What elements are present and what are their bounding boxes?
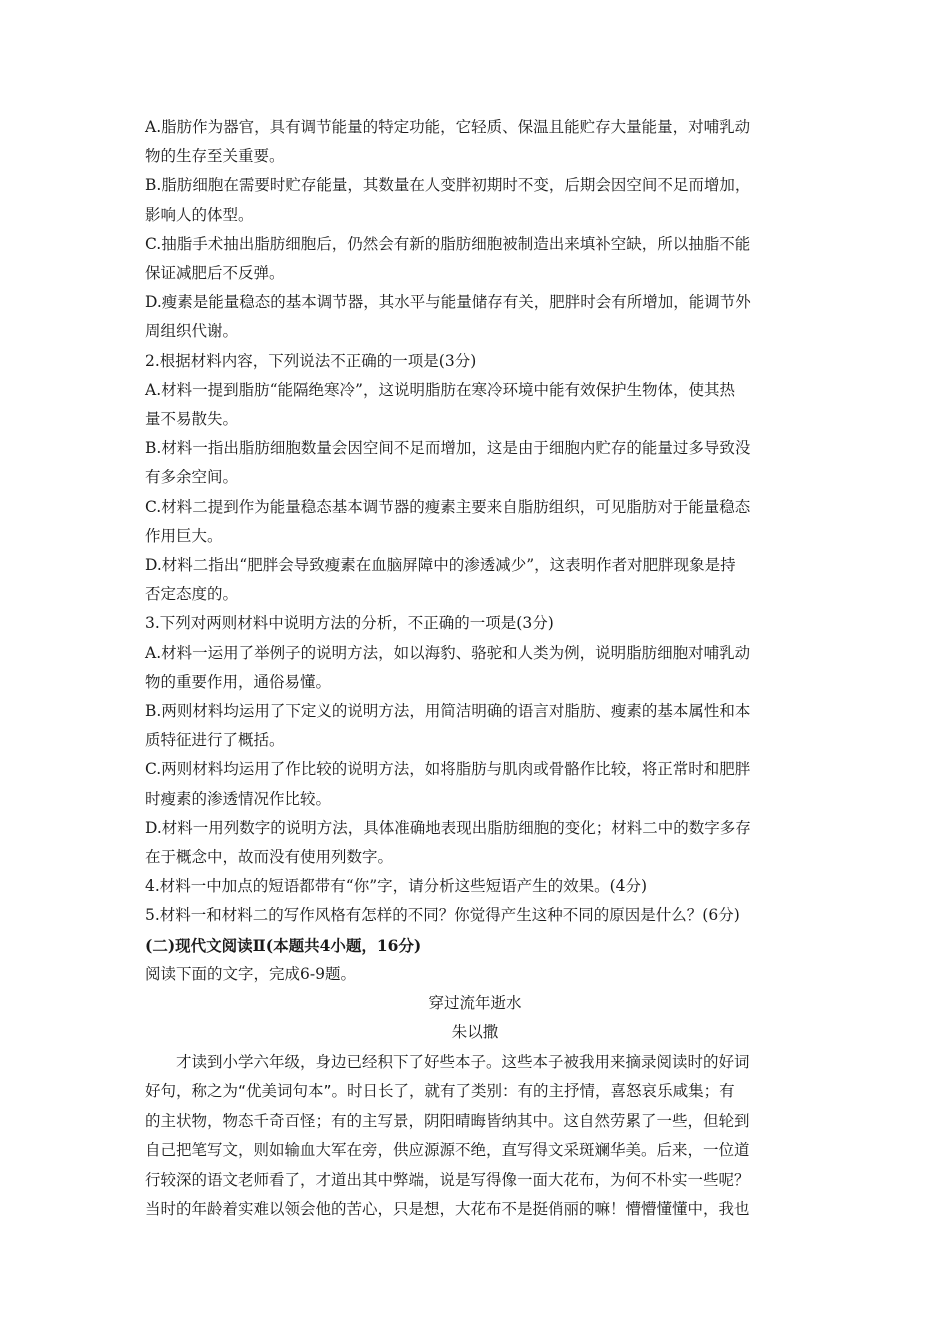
essay-line: 当时的年龄着实难以领会他的苦心，只是想，大花布不是挺俏丽的嘛！懵懵懂懂中，我也 xyxy=(145,1200,750,1219)
essay-line: 自己把笔写文，则如输血大军在旁，供应源源不绝，直写得文采斑斓华美。后来，一位道 xyxy=(145,1141,750,1160)
text-line: 时瘦素的渗透情况作比较。 xyxy=(145,789,332,808)
text-line: C.材料二提到作为能量稳态基本调节器的瘦素主要来自脂肪组织，可见脂肪对于能量稳态 xyxy=(145,497,751,516)
essay-line: 行较深的语文老师看了，才道出其中弊端，说是写得像一面大花布，为何不朴实一些呢？ xyxy=(145,1170,750,1189)
essay-title: 穿过流年逝水 xyxy=(428,994,522,1013)
text-line: D.瘦素是能量稳态的基本调节器，其水平与能量储存有关，肥胖时会有所增加，能调节外 xyxy=(145,293,751,312)
section-heading: (二)现代文阅读Ⅱ(本题共4小题，16分) xyxy=(145,935,422,955)
text-line: A.脂肪作为器官，具有调节能量的特定功能，它轻质、保温且能贮存大量能量，对哺乳动 xyxy=(145,118,751,136)
text-line: B.脂肪细胞在需要时贮存能量，其数量在人变胖初期时不变，后期会因空间不足而增加， xyxy=(145,176,751,195)
text-line: 质特征进行了概括。 xyxy=(145,731,285,750)
text-line: B.材料一指出脂肪细胞数量会因空间不足而增加，这是由于细胞内贮存的能量过多导致没 xyxy=(145,439,751,458)
text-line: 周组织代谢。 xyxy=(145,322,239,341)
question-options-block xyxy=(145,113,805,931)
text-line: 有多余空间。 xyxy=(145,468,239,487)
text-line: 保证减肥后不反弹。 xyxy=(145,264,285,283)
essay-line: 才读到小学六年级，身边已经积下了好些本子。这些本子被我用来摘录阅读时的好词 xyxy=(145,1052,750,1071)
text-line: D.材料一用列数字的说明方法，具体准确地表现出脂肪细胞的变化；材料二中的数字多存 xyxy=(145,818,751,837)
text-line: 物的重要作用，通俗易懂。 xyxy=(145,672,332,691)
text-line: C.两则材料均运用了作比较的说明方法，如将脂肪与肌肉或骨骼作比较，将正常时和肥胖 xyxy=(145,760,751,779)
essay-line: 好句，称之为“优美词句本”。时日长了，就有了类别：有的主抒情，喜怒哀乐咸集；有 xyxy=(145,1082,735,1101)
text-line: 作用巨大。 xyxy=(145,526,223,545)
essay-author: 朱以撒 xyxy=(451,1023,499,1042)
text-line: 物的生存至关重要。 xyxy=(145,147,285,166)
text-line: 否定态度的。 xyxy=(145,585,239,604)
document-body xyxy=(145,113,805,1225)
text-line: C.抽脂手术抽出脂肪细胞后，仍然会有新的脂肪细胞被制造出来填补空缺，所以抽脂不能 xyxy=(145,234,751,253)
question-stem: 2.根据材料内容，下列说法不正确的一项是(3分) xyxy=(145,351,477,370)
text-line: B.两则材料均运用了下定义的说明方法，用简洁明确的语言对脂肪、瘦素的基本属性和本 xyxy=(145,702,751,721)
question-stem: 5.材料一和材料二的写作风格有怎样的不同？你觉得产生这种不同的原因是什么？(6分) xyxy=(145,906,740,925)
question-stem: 3.下列对两则材料中说明方法的分析，不正确的一项是(3分) xyxy=(145,614,554,633)
instruction-text: 阅读下面的文字，完成6-9题。 xyxy=(145,964,356,983)
text-line: 在于概念中，故而没有使用列数字。 xyxy=(145,848,394,867)
text-line: 量不易散失。 xyxy=(145,410,239,429)
essay-body xyxy=(145,1048,805,1226)
text-line: 影响人的体型。 xyxy=(145,205,254,224)
text-line: A.材料一运用了举例子的说明方法，如以海豹、骆驼和人类为例，说明脂肪细胞对哺乳动 xyxy=(145,643,751,662)
text-line: A.材料一提到脂肪“能隔绝寒冷”，这说明脂肪在寒冷环境中能有效保护生物体，使其热 xyxy=(145,380,735,399)
question-stem: 4.材料一中加点的短语都带有“你”字，请分析这些短语产生的效果。(4分) xyxy=(145,877,648,896)
essay-line: 的主状物，物态千奇百怪；有的主写景，阴阳晴晦皆纳其中。这自然劳累了一些，但轮到 xyxy=(145,1111,750,1130)
text-line: D.材料二指出“肥胖会导致瘦素在血脑屏障中的渗透减少”，这表明作者对肥胖现象是持 xyxy=(145,556,736,575)
